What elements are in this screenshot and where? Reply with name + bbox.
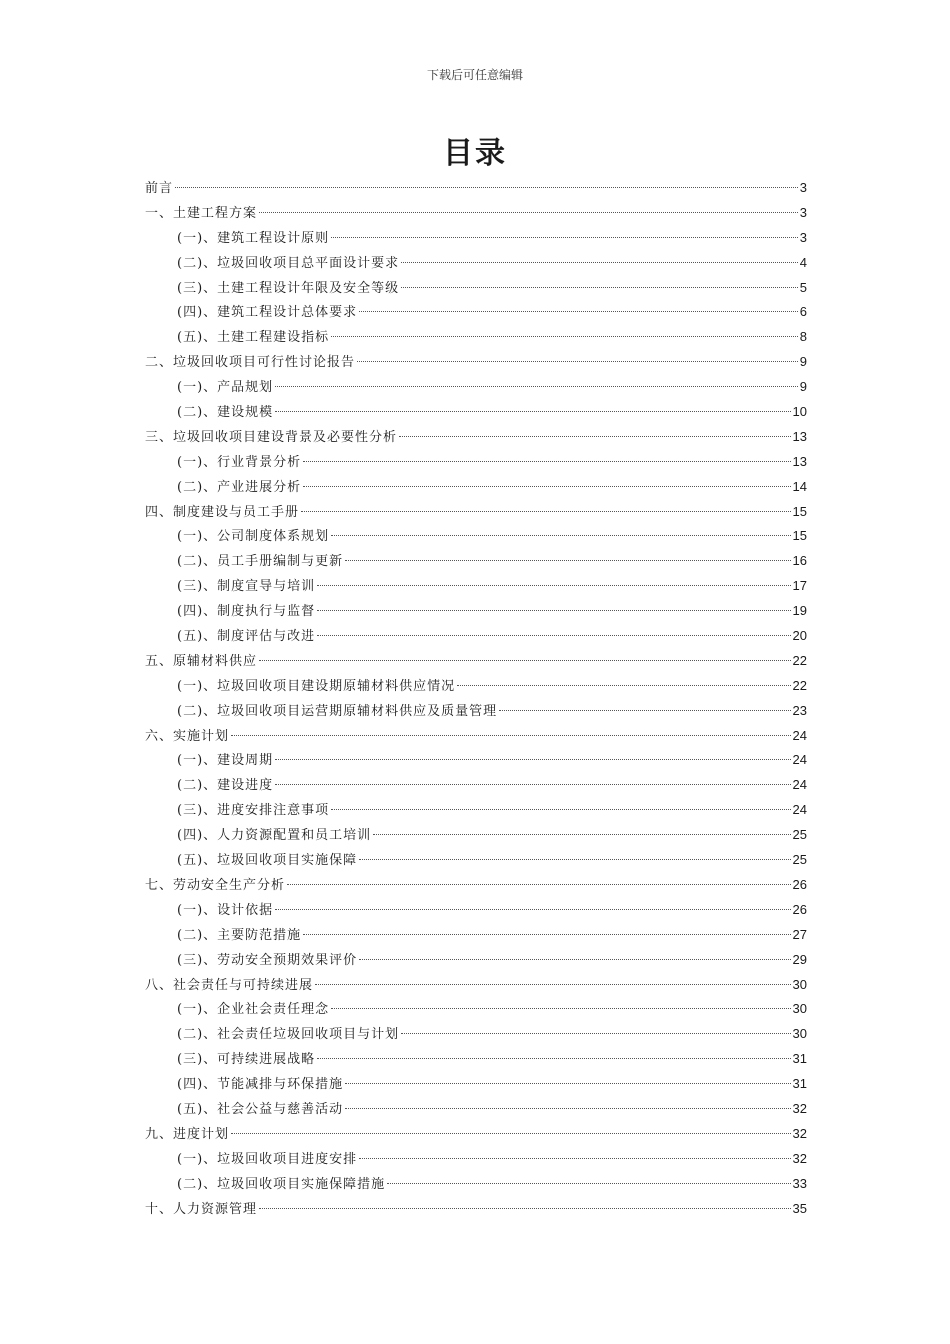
- toc-entry-page-number: 5: [799, 279, 807, 295]
- toc-entry-page-number: 17: [792, 578, 807, 594]
- toc-entry[interactable]: [145, 948, 807, 973]
- toc-entry-page-number: 22: [792, 677, 807, 693]
- toc-entry-page-number: 23: [792, 702, 807, 718]
- toc-entry-label: 三、垃圾回收项目建设背景及必要性分析: [145, 429, 398, 445]
- toc-entry-label: (三)、可持续进展战略: [177, 1052, 316, 1068]
- toc-entry-label: (二)、员工手册编制与更新: [177, 554, 344, 570]
- toc-entry-page-number: 13: [792, 453, 807, 469]
- toc-entry-page-number: 4: [799, 254, 807, 270]
- toc-entry[interactable]: [145, 649, 807, 674]
- toc-entry-page-number: 31: [792, 1051, 807, 1067]
- toc-entry[interactable]: [145, 1097, 807, 1122]
- toc-dot-leader: [275, 759, 790, 760]
- toc-entry[interactable]: [145, 251, 807, 276]
- toc-entry[interactable]: [145, 450, 807, 475]
- toc-entry[interactable]: [145, 350, 807, 375]
- toc-entry[interactable]: [145, 599, 807, 624]
- toc-entry-page-number: 14: [792, 478, 807, 494]
- toc-entry[interactable]: [145, 500, 807, 525]
- toc-entry-label: 七、劳动安全生产分析: [145, 877, 286, 893]
- toc-dot-leader: [499, 710, 790, 711]
- toc-dot-leader: [301, 511, 791, 512]
- toc-entry-page-number: 15: [792, 528, 807, 544]
- toc-entry-label: (四)、节能减排与环保措施: [177, 1077, 344, 1093]
- toc-entry-page-number: 25: [792, 827, 807, 843]
- toc-dot-leader: [303, 934, 790, 935]
- toc-entry-label: (二)、垃圾回收项目运营期原辅材料供应及质量管理: [177, 703, 498, 719]
- toc-entry-label: (五)、社会公益与慈善活动: [177, 1101, 344, 1117]
- toc-dot-leader: [331, 237, 798, 238]
- toc-entry-label: (一)、垃圾回收项目进度安排: [177, 1151, 358, 1167]
- toc-entry[interactable]: [145, 1022, 807, 1047]
- toc-entry[interactable]: [145, 276, 807, 301]
- toc-entry-page-number: 3: [799, 229, 807, 245]
- toc-dot-leader: [303, 486, 790, 487]
- toc-entry-label: (一)、产品规划: [177, 380, 274, 396]
- toc-entry[interactable]: [145, 1122, 807, 1147]
- toc-entry-page-number: 30: [792, 1026, 807, 1042]
- toc-dot-leader: [275, 784, 790, 785]
- toc-entry-label: (二)、社会责任垃圾回收项目与计划: [177, 1027, 400, 1043]
- page-title: 目录: [443, 136, 507, 171]
- toc-entry-page-number: 35: [792, 1200, 807, 1216]
- toc-entry-label: (二)、建设进度: [177, 778, 274, 794]
- toc-entry[interactable]: [145, 873, 807, 898]
- toc-entry-page-number: 31: [792, 1076, 807, 1092]
- toc-entry-label: (三)、土建工程设计年限及安全等级: [177, 280, 400, 296]
- toc-entry-label: (三)、进度安排注意事项: [177, 803, 330, 819]
- toc-dot-leader: [317, 635, 790, 636]
- toc-entry[interactable]: [145, 475, 807, 500]
- toc-entry-label: (二)、产业进展分析: [177, 479, 302, 495]
- toc-entry-page-number: 27: [792, 926, 807, 942]
- toc-dot-leader: [303, 461, 790, 462]
- toc-dot-leader: [401, 287, 798, 288]
- toc-entry-label: 十、人力资源管理: [145, 1201, 258, 1217]
- toc-entry-label: (四)、制度执行与监督: [177, 604, 316, 620]
- toc-entry-page-number: 10: [792, 404, 807, 420]
- toc-entry-label: (二)、主要防范措施: [177, 927, 302, 943]
- toc-dot-leader: [401, 1033, 790, 1034]
- toc-dot-leader: [287, 884, 791, 885]
- toc-entry[interactable]: [145, 425, 807, 450]
- toc-entry[interactable]: [145, 674, 807, 699]
- toc-entry-page-number: 26: [792, 876, 807, 892]
- toc-entry-label: (五)、垃圾回收项目实施保障: [177, 853, 358, 869]
- toc-entry-label: (一)、行业背景分析: [177, 454, 302, 470]
- toc-entry-page-number: 20: [792, 628, 807, 644]
- toc-entry-label: 四、制度建设与员工手册: [145, 504, 300, 520]
- toc-dot-leader: [259, 660, 791, 661]
- toc-dot-leader: [275, 411, 790, 412]
- toc-entry-page-number: 25: [792, 852, 807, 868]
- toc-entry-page-number: 3: [799, 204, 807, 220]
- toc-entry-page-number: 13: [792, 428, 807, 444]
- toc-entry-label: (三)、劳动安全预期效果评价: [177, 952, 358, 968]
- toc-dot-leader: [457, 685, 790, 686]
- toc-entry-label: (二)、垃圾回收项目总平面设计要求: [177, 255, 400, 271]
- toc-entry-page-number: 24: [792, 727, 807, 743]
- toc-entry-label: 一、土建工程方案: [145, 205, 258, 221]
- toc-entry-page-number: 8: [799, 329, 807, 345]
- toc-entry-page-number: 15: [792, 503, 807, 519]
- toc-dot-leader: [317, 585, 790, 586]
- toc-entry[interactable]: [145, 325, 807, 350]
- page-header: 下载后可任意编辑: [426, 68, 523, 82]
- toc-entry-page-number: 32: [792, 1125, 807, 1141]
- toc-dot-leader: [359, 1158, 790, 1159]
- toc-entry[interactable]: [145, 1147, 807, 1172]
- toc-dot-leader: [359, 311, 798, 312]
- toc-entry[interactable]: [145, 226, 807, 251]
- toc-dot-leader: [387, 1183, 790, 1184]
- toc-dot-leader: [331, 535, 790, 536]
- toc-dot-leader: [275, 909, 790, 910]
- toc-entry[interactable]: [145, 524, 807, 549]
- toc-entry-page-number: 30: [792, 976, 807, 992]
- toc-entry[interactable]: [145, 724, 807, 749]
- toc-entry-page-number: 22: [792, 652, 807, 668]
- toc-entry[interactable]: [145, 300, 807, 325]
- toc-dot-leader: [231, 1133, 791, 1134]
- toc-entry-label: (四)、人力资源配置和员工培训: [177, 828, 372, 844]
- toc-entry-page-number: 26: [792, 901, 807, 917]
- toc-entry-label: 五、原辅材料供应: [145, 653, 258, 669]
- toc-entry-label: (一)、垃圾回收项目建设期原辅材料供应情况: [177, 678, 456, 694]
- toc-entry[interactable]: [145, 798, 807, 823]
- toc-dot-leader: [331, 336, 798, 337]
- toc-dot-leader: [357, 361, 798, 362]
- toc-dot-leader: [359, 959, 790, 960]
- toc-dot-leader: [401, 262, 798, 263]
- toc-entry[interactable]: [145, 624, 807, 649]
- toc-entry-page-number: 24: [792, 802, 807, 818]
- toc-dot-leader: [317, 610, 790, 611]
- toc-entry-label: 前言: [145, 181, 174, 196]
- toc-dot-leader: [259, 1208, 791, 1209]
- toc-entry[interactable]: [145, 201, 807, 226]
- toc-entry-page-number: 6: [799, 304, 807, 320]
- toc-entry[interactable]: [145, 923, 807, 948]
- toc-entry[interactable]: [145, 400, 807, 425]
- toc-entry[interactable]: [145, 848, 807, 873]
- toc-entry-page-number: 24: [792, 777, 807, 793]
- table-of-contents: [145, 176, 807, 1221]
- toc-entry[interactable]: [145, 1172, 807, 1197]
- toc-entry[interactable]: [145, 1197, 807, 1222]
- toc-entry-label: (一)、公司制度体系规划: [177, 529, 330, 545]
- toc-entry-label: (五)、制度评估与改进: [177, 629, 316, 645]
- toc-dot-leader: [373, 834, 790, 835]
- toc-dot-leader: [345, 1083, 790, 1084]
- toc-dot-leader: [259, 212, 798, 213]
- toc-entry-label: 二、垃圾回收项目可行性讨论报告: [145, 355, 356, 371]
- toc-entry[interactable]: [145, 699, 807, 724]
- toc-entry[interactable]: [145, 823, 807, 848]
- toc-entry-label: 八、社会责任与可持续进展: [145, 977, 314, 993]
- toc-entry[interactable]: [145, 748, 807, 773]
- toc-entry[interactable]: [145, 375, 807, 400]
- toc-entry-page-number: 9: [799, 379, 807, 395]
- toc-dot-leader: [175, 187, 798, 188]
- toc-entry[interactable]: [145, 1072, 807, 1097]
- toc-dot-leader: [399, 436, 791, 437]
- toc-dot-leader: [345, 1108, 790, 1109]
- toc-entry-label: 六、实施计划: [145, 728, 230, 744]
- toc-entry-label: 九、进度计划: [145, 1126, 230, 1142]
- toc-entry-label: (一)、设计依据: [177, 902, 274, 918]
- toc-entry[interactable]: [145, 773, 807, 798]
- toc-entry-label: (三)、制度宣导与培训: [177, 579, 316, 595]
- toc-entry-page-number: 30: [792, 1001, 807, 1017]
- toc-entry-page-number: 16: [792, 553, 807, 569]
- toc-entry-page-number: 32: [792, 1150, 807, 1166]
- toc-entry-label: (一)、企业社会责任理念: [177, 1002, 330, 1018]
- toc-dot-leader: [315, 984, 791, 985]
- toc-entry-page-number: 19: [792, 603, 807, 619]
- toc-entry-label: (二)、垃圾回收项目实施保障措施: [177, 1176, 386, 1192]
- toc-dot-leader: [317, 1058, 790, 1059]
- toc-dot-leader: [275, 386, 798, 387]
- toc-entry-label: (一)、建设周期: [177, 753, 274, 769]
- toc-entry-page-number: 32: [792, 1100, 807, 1116]
- toc-entry-label: (一)、建筑工程设计原则: [177, 230, 330, 246]
- toc-entry[interactable]: [145, 1047, 807, 1072]
- toc-entry[interactable]: [145, 997, 807, 1022]
- toc-entry-label: (五)、土建工程建设指标: [177, 330, 330, 346]
- toc-dot-leader: [345, 560, 790, 561]
- toc-entry[interactable]: [145, 574, 807, 599]
- toc-entry[interactable]: [145, 898, 807, 923]
- toc-entry[interactable]: [145, 176, 807, 201]
- toc-dot-leader: [331, 1008, 790, 1009]
- toc-entry-page-number: 3: [799, 180, 807, 195]
- toc-dot-leader: [231, 735, 791, 736]
- toc-entry[interactable]: [145, 973, 807, 998]
- toc-entry[interactable]: [145, 549, 807, 574]
- toc-entry-label: (二)、建设规模: [177, 405, 274, 421]
- toc-entry-label: (四)、建筑工程设计总体要求: [177, 305, 358, 321]
- toc-dot-leader: [331, 809, 790, 810]
- toc-entry-page-number: 9: [799, 354, 807, 370]
- toc-entry-page-number: 33: [792, 1175, 807, 1191]
- toc-entry-page-number: 29: [792, 951, 807, 967]
- toc-dot-leader: [359, 859, 790, 860]
- toc-entry-page-number: 24: [792, 752, 807, 768]
